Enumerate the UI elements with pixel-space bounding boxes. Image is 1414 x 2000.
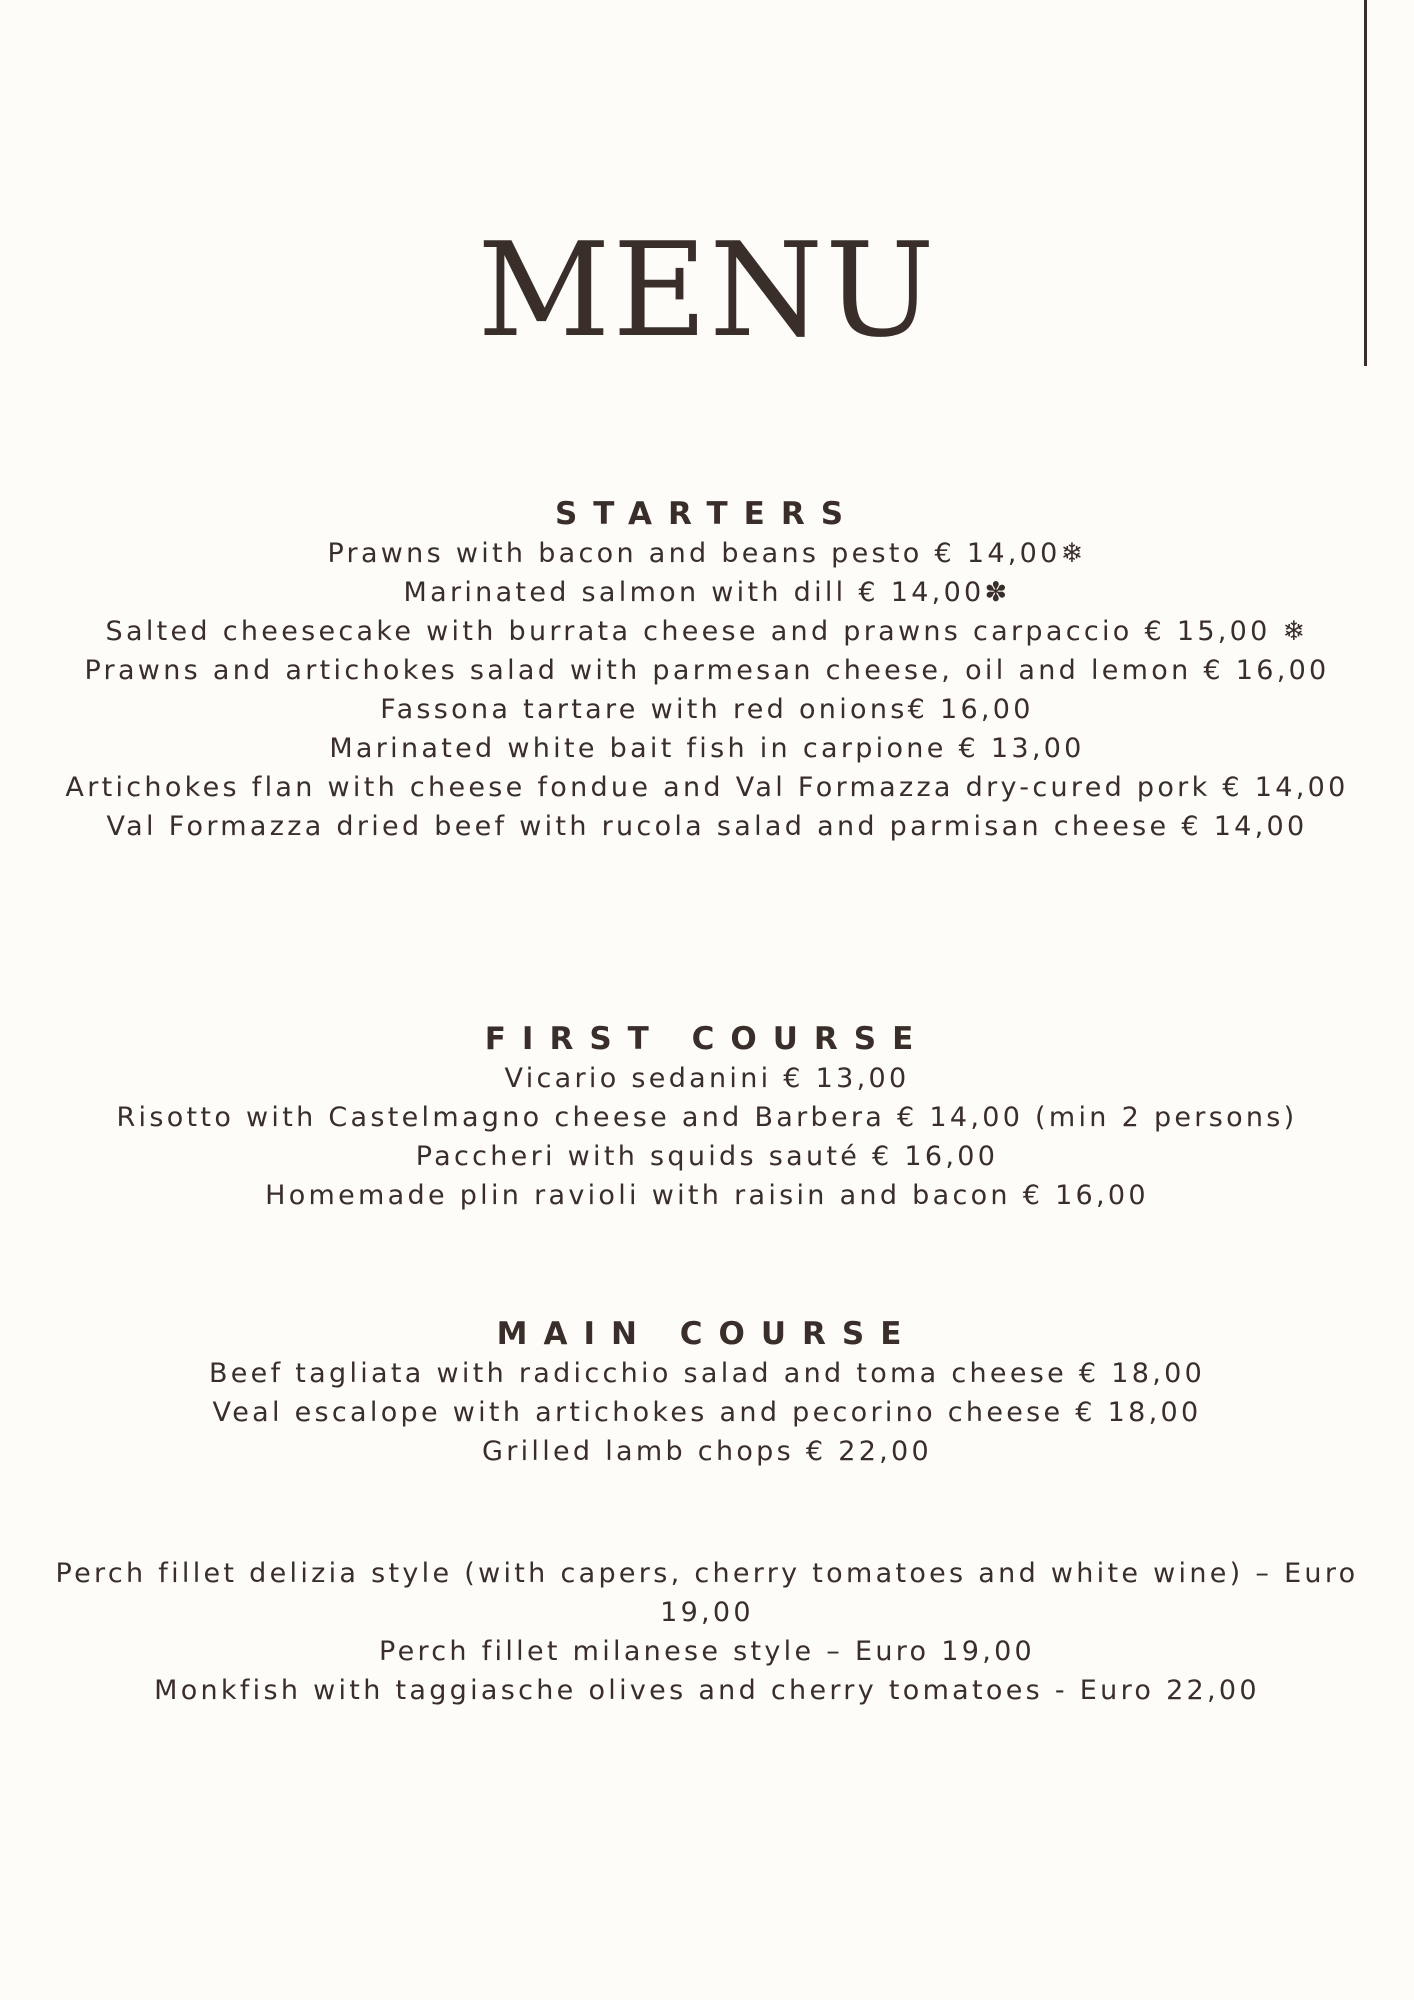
menu-item: Grilled lamb chops € 22,00: [481, 1436, 933, 1467]
menu-item: Artichokes flan with cheese fondue and Val Formazza dry-cured pork € 14,00: [65, 772, 1349, 803]
menu-title: MENU: [477, 214, 937, 366]
main-course-section: [0, 1314, 1414, 1471]
menu-item: Risotto with Castelmagno cheese and Barbera € 14,00 (min 2 persons): [116, 1102, 1298, 1133]
menu-item: Salted cheesecake with burrata cheese and prawns carpaccio € 15,00 ❄: [105, 616, 1309, 647]
menu-item: Prawns with bacon and beans pesto € 14,00❄: [327, 538, 1087, 569]
menu-item: Perch fillet milanese style – Euro 19,00: [378, 1636, 1036, 1667]
main-course-heading: MAIN COURSE: [496, 1316, 918, 1352]
menu-item: Prawns and artichokes salad with parmesan cheese, oil and lemon € 16,00: [84, 655, 1330, 686]
menu-item: Beef tagliata with radicchio salad and toma cheese € 18,00: [208, 1358, 1206, 1389]
menu-item: Val Formazza dried beef with rucola salad and parmisan cheese € 14,00: [106, 811, 1308, 842]
first-course-section: [0, 1019, 1414, 1215]
menu-item: Fassona tartare with red onions€ 16,00: [380, 694, 1034, 725]
first-course-heading: FIRST COURSE: [484, 1021, 930, 1057]
fish-dishes-section: [0, 1554, 1414, 1710]
menu-item: Marinated white bait fish in carpione € 13,00: [329, 733, 1085, 764]
menu-item: Marinated salmon with dill € 14,00✽: [403, 577, 1011, 608]
menu-item: Veal escalope with artichokes and pecorino cheese € 18,00: [212, 1397, 1202, 1428]
menu-item: Paccheri with squids sauté € 16,00: [415, 1141, 999, 1172]
menu-item: Homemade plin ravioli with raisin and bacon € 16,00: [265, 1180, 1149, 1211]
menu-item: Monkfish with taggiasche olives and cherry tomatoes - Euro 22,00: [154, 1675, 1260, 1706]
menu-item: Vicario sedanini € 13,00: [504, 1063, 910, 1094]
starters-section: [0, 494, 1414, 846]
menu-item: Perch fillet delizia style (with capers, cherry tomatoes and white wine) – Euro 19,00: [55, 1558, 1359, 1628]
starters-heading: STARTERS: [554, 496, 860, 532]
